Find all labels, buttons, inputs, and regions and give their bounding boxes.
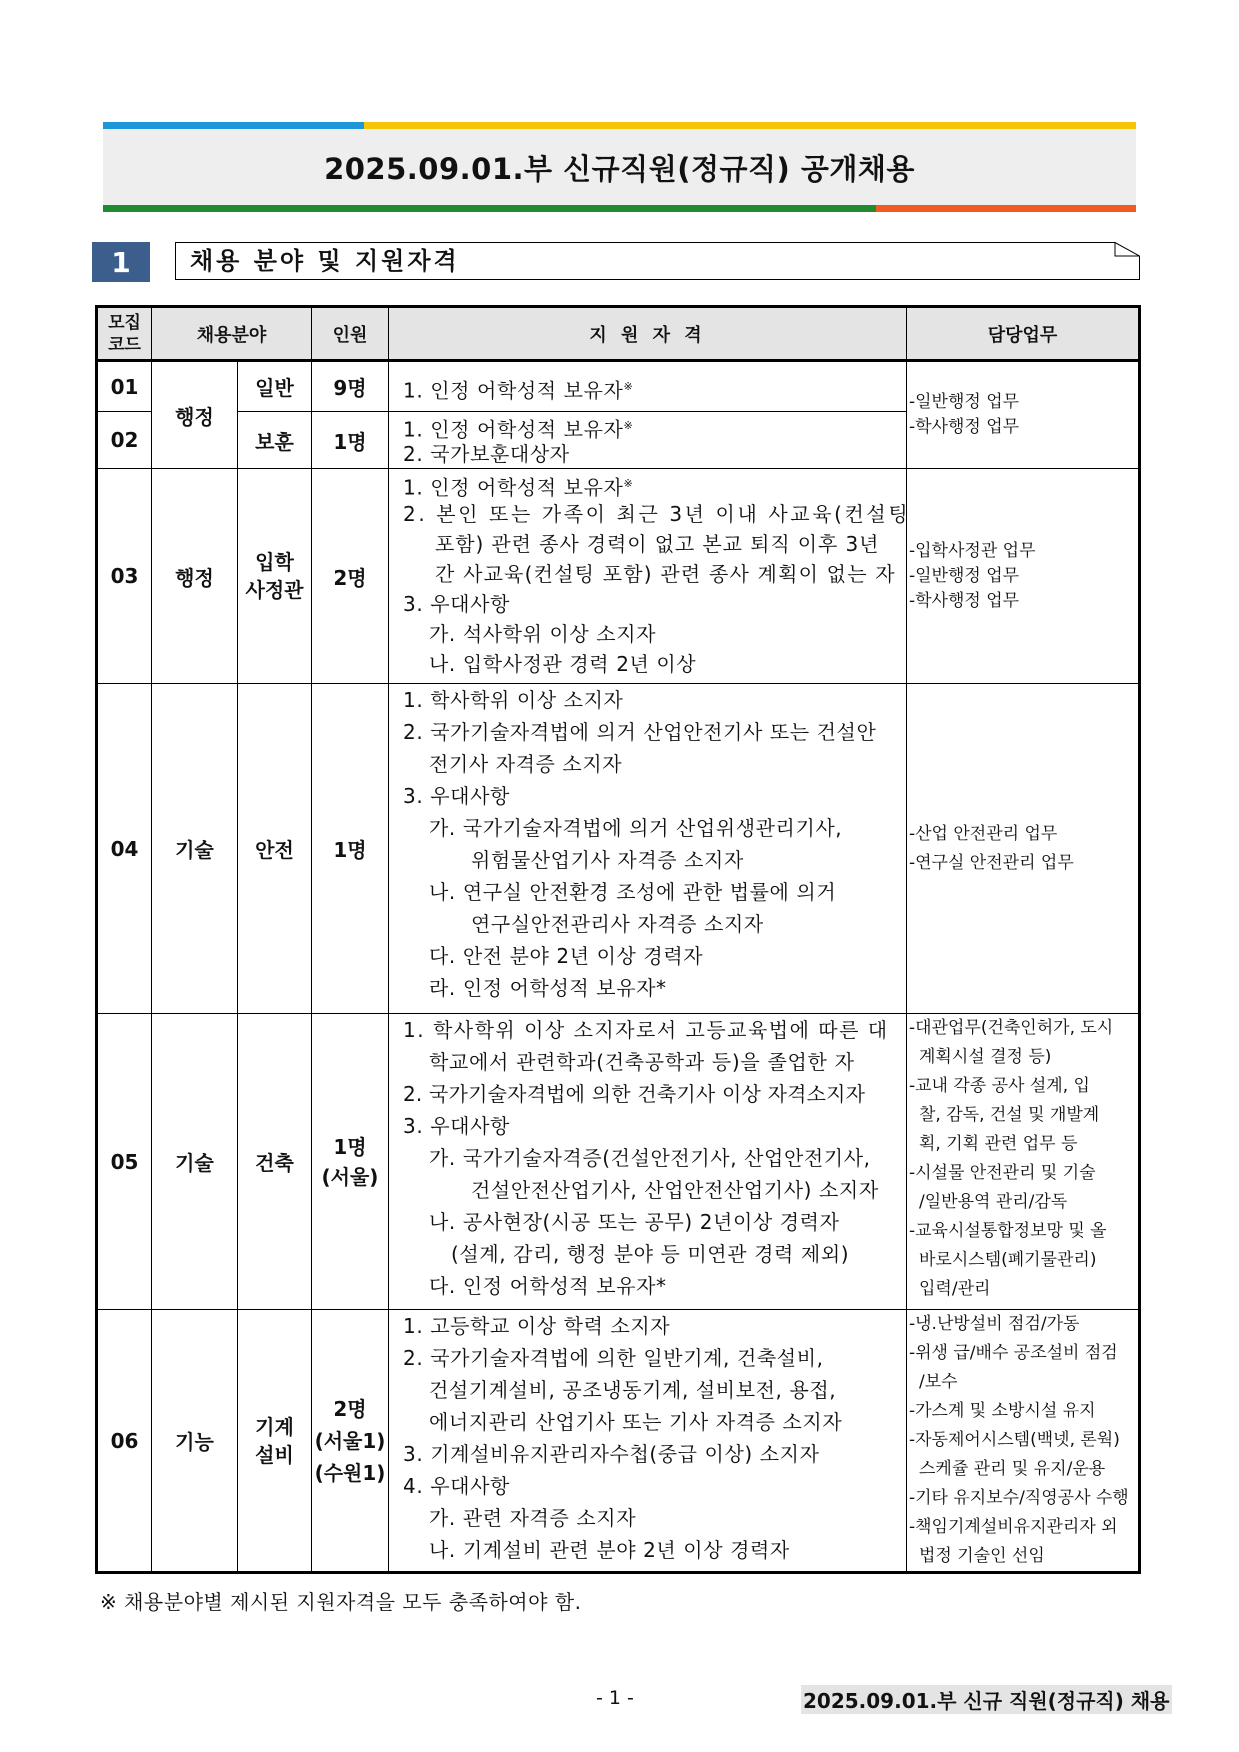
footer-title: 2025.09.01.부 신규 직원(정규직) 채용	[801, 1685, 1172, 1714]
row-qualifications	[389, 469, 911, 684]
qualification-line: 나. 기계설비 관련 분야 2년 이상 경력자	[429, 1538, 790, 1562]
row-qualifications	[389, 361, 907, 412]
qualification-line: 간 사교육(컨설팅 포함) 관련 종사 계획이 없는 자	[435, 562, 896, 586]
qualification-line: 1. 고등학교 이상 학력 소지자	[403, 1314, 671, 1338]
duty-line: /일반용역 관리/감독	[919, 1192, 1068, 1212]
qualification-line: 1. 인정 어학성적 보유자※	[403, 475, 634, 500]
qualification-line: 3. 우대사항	[403, 1114, 510, 1138]
duty-line: -기타 유지보수/직영공사 수행	[909, 1488, 1129, 1508]
section-title: 채용 분야 및 지원자격	[190, 247, 460, 275]
row-count: 1명	[312, 684, 389, 1014]
row-duties	[907, 1014, 1140, 1310]
header-duty: 담당업무	[907, 307, 1140, 361]
row-duties	[907, 684, 1140, 1014]
row-subfield: 일반	[238, 361, 312, 412]
title-box	[103, 129, 1136, 205]
duty-line: -학사행정 업무	[909, 590, 1020, 611]
qualification-line: 에너지관리 산업기사 또는 기사 자격증 소지자	[429, 1410, 843, 1434]
qualification-line: 나. 연구실 안전환경 조성에 관한 법률에 의거	[429, 880, 837, 904]
title-bottom-stripe	[103, 205, 1136, 212]
qualification-line: 2. 국가기술자격법에 의한 일반기계, 건축설비,	[403, 1346, 824, 1370]
qualification-line: 1. 학사학위 이상 소지자	[403, 688, 624, 712]
row-qualifications	[389, 412, 907, 469]
duty-line: -시설물 안전관리 및 기술	[909, 1163, 1096, 1183]
qualification-line: 학교에서 관련학과(건축공학과 등)을 졸업한 자	[429, 1050, 855, 1074]
duty-line: 입력/관리	[919, 1279, 991, 1299]
duty-line: 법정 기술인 선임	[919, 1546, 1045, 1566]
qualification-line: 2. 국가기술자격법에 의거 산업안전기사 또는 건설안	[403, 720, 877, 744]
duty-line: 찰, 감독, 건설 및 개발계	[919, 1105, 1100, 1125]
qualification-line: 가. 국가기술자격증(건설안전기사, 산업안전기사,	[429, 1146, 871, 1170]
qualification-line: 2. 국가보훈대상자	[403, 442, 570, 466]
qualification-line: 나. 입학사정관 경력 2년 이상	[429, 652, 697, 676]
row-subfield: 기계 설비	[238, 1310, 312, 1573]
row-count: 1명 (서울)	[312, 1014, 389, 1310]
row-code: 01	[97, 361, 152, 412]
row-category: 기술	[152, 684, 238, 1014]
header-code: 모집 코드	[97, 307, 152, 361]
row-code: 05	[97, 1014, 152, 1310]
qualification-line: 가. 석사학위 이상 소지자	[429, 622, 657, 646]
qualification-line: 2. 본인 또는 가족이 최근 3년 이내 사교육(컨설팅	[403, 502, 911, 526]
row-subfield: 보훈	[238, 412, 312, 469]
qualification-line: 라. 인정 어학성적 보유자*	[429, 976, 667, 1000]
duty-line: -가스계 및 소방시설 유지	[909, 1401, 1096, 1421]
qualification-line: 1. 학사학위 이상 소지자로서 고등교육법에 따른 대	[403, 1018, 889, 1042]
row-code: 04	[97, 684, 152, 1014]
row-category: 행정	[152, 469, 238, 684]
row-code: 03	[97, 469, 152, 684]
row-subfield: 건축	[238, 1014, 312, 1310]
section-number: 1	[92, 242, 150, 282]
duty-line: -위생 급/배수 공조설비 점검	[909, 1343, 1118, 1363]
qualification-line: 가. 국가기술자격법에 의거 산업위생관리기사,	[429, 816, 843, 840]
duty-line: 획, 기획 관련 업무 등	[919, 1134, 1078, 1154]
qualification-line: 1. 인정 어학성적 보유자※	[403, 417, 634, 442]
qualification-line: 4. 우대사항	[403, 1474, 510, 1498]
header-count: 인원	[312, 307, 389, 361]
row-category: 기술	[152, 1014, 238, 1310]
row-code: 06	[97, 1310, 152, 1573]
duty-line: -일반행정 업무	[909, 565, 1020, 586]
duty-line: 스케쥴 관리 및 유지/운용	[919, 1459, 1106, 1479]
row-count: 2명 (서울1) (수원1)	[312, 1310, 389, 1573]
qualification-line: 위험물산업기사 자격증 소지자	[471, 848, 744, 872]
qualification-line: 연구실안전관리사 자격증 소지자	[471, 912, 764, 936]
qualification-line: 포함) 관련 종사 경력이 없고 본교 퇴직 이후 3년	[435, 532, 880, 556]
qualification-line: 3. 기계설비유지관리자수첩(중급 이상) 소지자	[403, 1442, 820, 1466]
duty-line: -산업 안전관리 업무	[909, 823, 1058, 844]
duty-line: -입학사정관 업무	[909, 540, 1036, 561]
qualification-line: 3. 우대사항	[403, 592, 510, 616]
row-subfield: 안전	[238, 684, 312, 1014]
row-subfield: 입학 사정관	[238, 469, 312, 684]
row-duties	[907, 1310, 1140, 1573]
page-number: - 1 -	[596, 1687, 634, 1709]
qualification-line: 다. 안전 분야 2년 이상 경력자	[429, 944, 704, 968]
row-duties	[907, 469, 1140, 684]
row-duties	[907, 361, 1140, 469]
recruitment-table	[95, 305, 1138, 1567]
row-category: 행정	[152, 361, 238, 469]
duty-line: -일반행정 업무	[909, 392, 1020, 412]
qualification-line: 가. 관련 자격증 소지자	[429, 1506, 637, 1530]
duty-line: -냉.난방설비 점검/가동	[909, 1314, 1080, 1334]
row-count: 2명	[312, 469, 389, 684]
duty-line: -연구실 안전관리 업무	[909, 852, 1074, 873]
duty-line: -학사행정 업무	[909, 417, 1020, 437]
header-qualification: 지 원 자 격	[389, 307, 907, 361]
page-title: 2025.09.01.부 신규직원(정규직) 공개채용	[324, 151, 915, 186]
header-field: 채용분야	[152, 307, 312, 361]
row-qualifications	[389, 1014, 907, 1310]
row-qualifications	[389, 684, 907, 1014]
qualification-line: 2. 국가기술자격법에 의한 건축기사 이상 자격소지자	[403, 1082, 866, 1106]
qualification-line: 1. 인정 어학성적 보유자※	[403, 378, 634, 403]
qualification-line: (설계, 감리, 행정 분야 등 미연관 경력 제외)	[451, 1242, 850, 1266]
qualification-line: 3. 우대사항	[403, 784, 510, 808]
qualification-line: 건설기계설비, 공조냉동기계, 설비보전, 용접,	[429, 1378, 837, 1402]
row-category: 기능	[152, 1310, 238, 1573]
footnote: ※ 채용분야별 제시된 지원자격을 모두 충족하여야 함.	[100, 1590, 582, 1614]
qualification-line: 건설안전산업기사, 산업안전산업기사) 소지자	[471, 1178, 879, 1202]
title-top-stripe	[103, 122, 1136, 129]
row-count: 9명	[312, 361, 389, 412]
duty-line: /보수	[919, 1372, 958, 1392]
row-qualifications	[389, 1310, 907, 1573]
qualification-line: 다. 인정 어학성적 보유자*	[429, 1274, 667, 1298]
duty-line: -교내 각종 공사 설계, 입	[909, 1076, 1090, 1096]
qualification-line: 전기사 자격증 소지자	[429, 752, 623, 776]
duty-line: 계획시설 결정 등)	[919, 1047, 1052, 1067]
duty-line: -교육시설통합정보망 및 올	[909, 1221, 1107, 1241]
duty-line: 바로시스템(폐기물관리)	[919, 1250, 1097, 1270]
duty-line: -책임기계설비유지관리자 외	[909, 1517, 1118, 1537]
row-count: 1명	[312, 412, 389, 469]
duty-line: -대관업무(건축인허가, 도시	[909, 1018, 1114, 1038]
row-code: 02	[97, 412, 152, 469]
duty-line: -자동제어시스템(백넷, 론웍)	[909, 1430, 1120, 1450]
qualification-line: 나. 공사현장(시공 또는 공무) 2년이상 경력자	[429, 1210, 840, 1234]
